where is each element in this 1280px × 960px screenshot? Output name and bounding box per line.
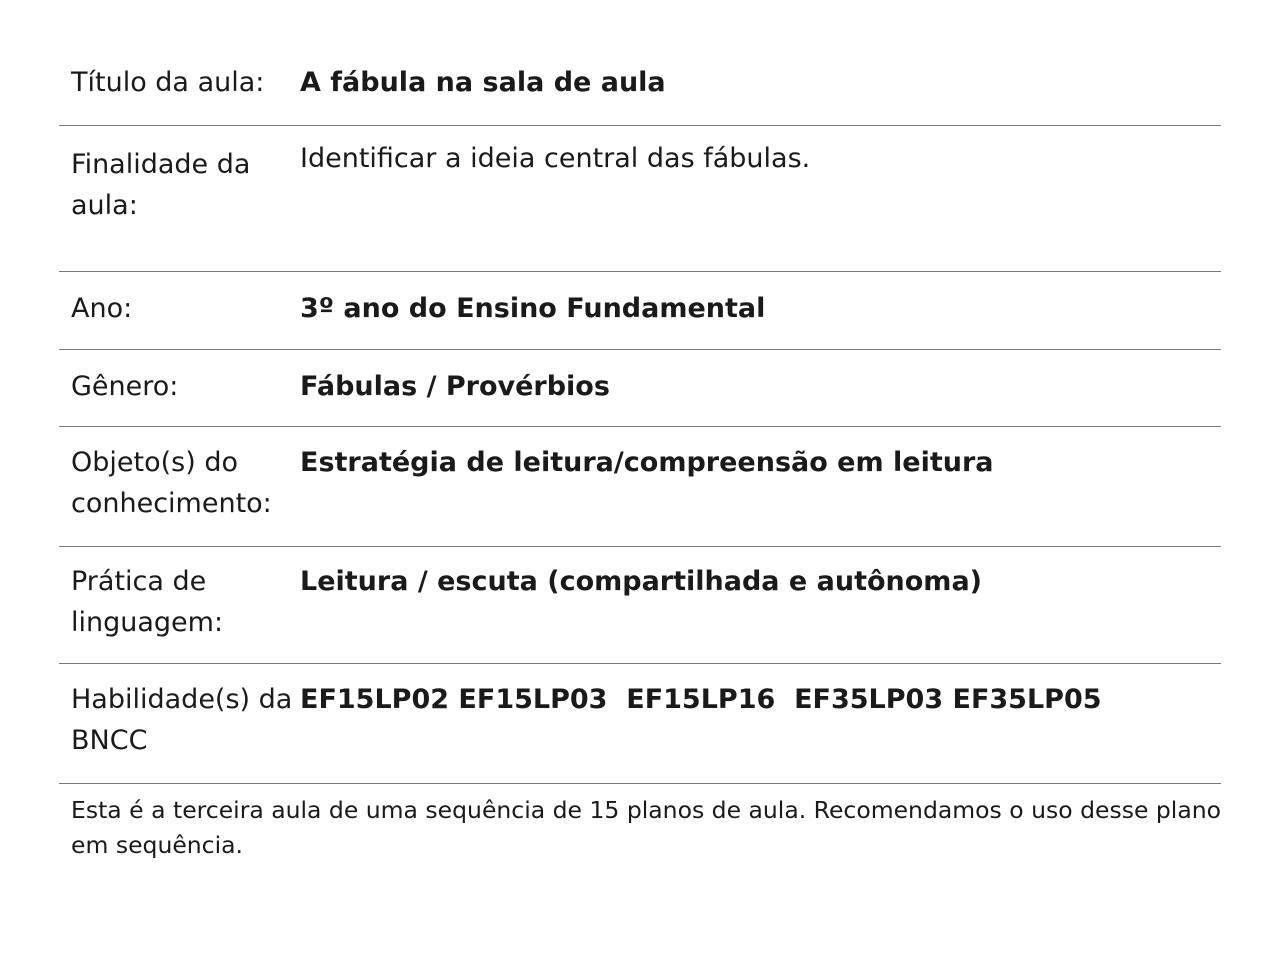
- row-knowledge-objects: [59, 427, 1221, 547]
- genre-value: Fábulas / Provérbios: [300, 371, 610, 402]
- knowledge-objects-label: Objeto(s) do conhecimento:: [71, 447, 272, 519]
- bncc-skills-label: Habilidade(s) da BNCC: [71, 684, 293, 756]
- lesson-title-label: Título da aula:: [71, 67, 265, 98]
- row-language-practice: [59, 547, 1221, 664]
- lesson-purpose-value: Identificar a ideia central das fábulas.: [300, 143, 811, 174]
- grade-value: 3º ano do Ensino Fundamental: [300, 293, 766, 324]
- knowledge-objects-value: Estratégia de leitura/compreensão em leitura: [300, 447, 994, 478]
- row-bncc-skills: [59, 664, 1221, 784]
- grade-label: Ano:: [71, 293, 133, 324]
- language-practice-value: Leitura / escuta (compartilhada e autônoma): [300, 566, 983, 597]
- row-lesson-title: [59, 44, 1221, 126]
- row-grade: [59, 272, 1221, 350]
- row-genre: [59, 350, 1221, 427]
- row-lesson-purpose: [59, 126, 1221, 272]
- lesson-title-value: A fábula na sala de aula: [300, 67, 666, 98]
- language-practice-label: Prática de linguagem:: [71, 566, 224, 638]
- bncc-skills-value: EF15LP02 EF15LP03 EF15LP16 EF35LP03 EF35LP05: [300, 684, 1102, 715]
- sequence-note: Esta é a terceira aula de uma sequência de 15 planos de aula. Recomendamos o uso desse plano em sequência.: [71, 796, 1221, 859]
- lesson-info-table: [59, 44, 1221, 784]
- genre-label: Gênero:: [71, 371, 179, 402]
- lesson-purpose-label: Finalidade da aula:: [71, 149, 251, 221]
